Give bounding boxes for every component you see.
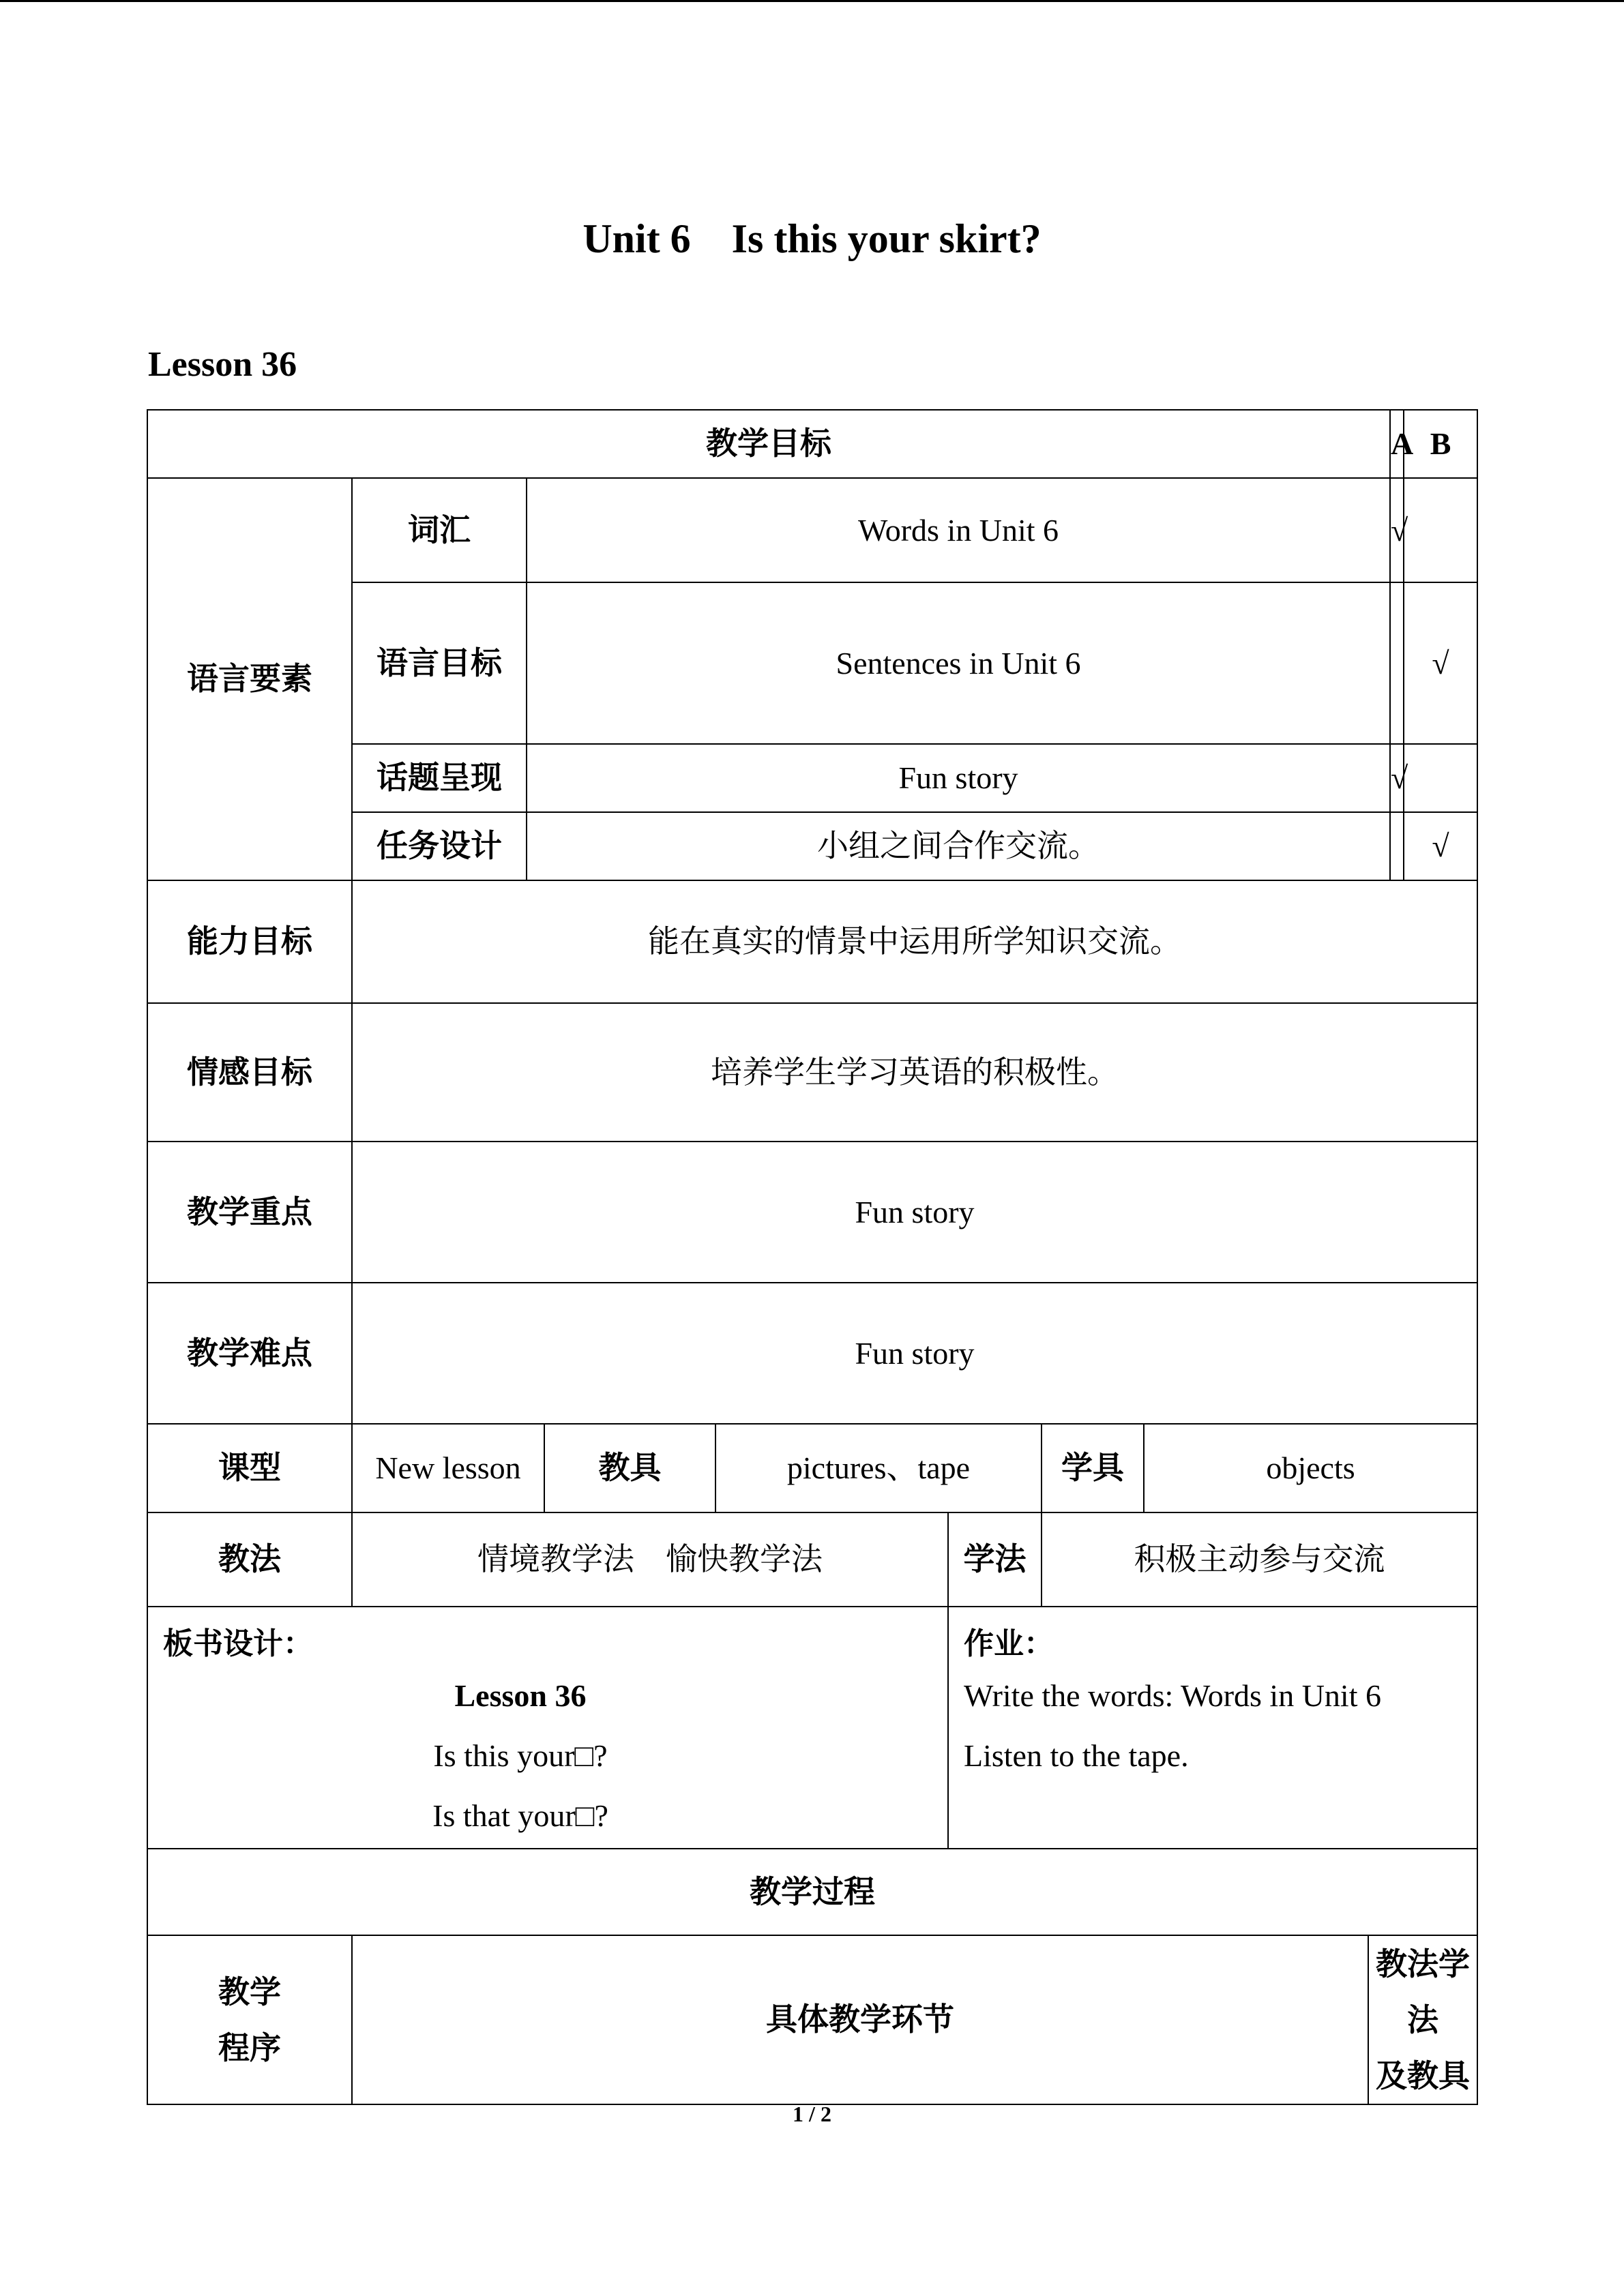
check-mark-a — [1390, 582, 1404, 744]
check-mark-b — [1404, 744, 1477, 812]
goal-label: 能力目标 — [147, 880, 352, 1003]
objectives-header-row — [147, 410, 1477, 478]
methods-row — [147, 1512, 1477, 1607]
check-mark-b — [1404, 478, 1477, 582]
goal-content: 能在真实的情景中运用所学知识交流。 — [352, 880, 1477, 1003]
goal-label: 情感目标 — [147, 1003, 352, 1142]
homework-line: Listen to the tape. — [964, 1738, 1189, 1773]
objective-content: Words in Unit 6 — [527, 478, 1390, 582]
column-b-header: B — [1404, 410, 1477, 478]
goal-row-emotion — [147, 1003, 1477, 1142]
objective-content: Fun story — [527, 744, 1390, 812]
goal-row-ability — [147, 880, 1477, 1003]
homework-cell — [948, 1607, 1477, 1849]
teaching-method-label: 教法 — [147, 1512, 352, 1607]
process-step-header-line: 教学 — [218, 1973, 281, 2010]
teaching-aids-label: 教具 — [544, 1424, 715, 1512]
check-mark-a — [1390, 812, 1404, 880]
column-a-header: A — [1390, 410, 1404, 478]
course-info-row — [147, 1424, 1477, 1512]
process-title-row — [147, 1849, 1477, 1935]
goal-content: 培养学生学习英语的积极性。 — [352, 1003, 1477, 1142]
teaching-method-value: 情境教学法 愉快教学法 — [352, 1512, 948, 1607]
process-step-header — [147, 1935, 352, 2104]
document-title: Unit 6 Is this your skirt? — [582, 216, 1042, 261]
homework-line: Write the words: Words in Unit 6 — [964, 1678, 1381, 1713]
objective-content: Sentences in Unit 6 — [527, 582, 1390, 744]
goal-label: 教学难点 — [147, 1283, 352, 1424]
board-design-label: 板书设计： — [163, 1626, 313, 1661]
goal-row-difficulty — [147, 1283, 1477, 1424]
learning-aids-value: objects — [1144, 1424, 1477, 1512]
objective-label: 话题呈现 — [352, 744, 527, 812]
check-mark-a: √ — [1390, 478, 1404, 582]
objective-content: 小组之间合作交流。 — [527, 812, 1390, 880]
board-design-lines — [148, 1666, 947, 1846]
process-title: 教学过程 — [147, 1849, 1477, 1935]
objective-row-vocabulary — [147, 478, 1477, 582]
check-mark-a: √ — [1390, 744, 1404, 812]
page-indicator: 1 / 2 — [793, 2102, 831, 2126]
homework-lines — [949, 1666, 1477, 1786]
teaching-aids-value: pictures、tape — [715, 1424, 1042, 1512]
learning-aids-label: 学具 — [1042, 1424, 1144, 1512]
goal-content: Fun story — [352, 1142, 1477, 1283]
homework-label: 作业： — [964, 1626, 1054, 1661]
objective-label: 语言目标 — [352, 582, 527, 744]
language-elements-label: 语言要素 — [147, 478, 352, 880]
lesson-heading: Lesson 36 — [148, 345, 297, 384]
process-step-header-line: 程序 — [218, 2029, 281, 2066]
board-line: Is that your□? — [432, 1798, 608, 1833]
goal-label: 教学重点 — [147, 1142, 352, 1283]
check-mark-b: √ — [1404, 582, 1477, 744]
course-type-label: 课型 — [147, 1424, 352, 1512]
course-type-value: New lesson — [352, 1424, 544, 1512]
process-header-row — [147, 1935, 1477, 2104]
board-homework-row — [147, 1607, 1477, 1849]
process-content-header: 具体教学环节 — [352, 1935, 1368, 2104]
process-method-header-line: 及教具 — [1376, 2057, 1471, 2094]
objective-label: 任务设计 — [352, 812, 527, 880]
objective-label: 词汇 — [352, 478, 527, 582]
board-line: Is this your□? — [433, 1738, 608, 1773]
objectives-header-label: 教学目标 — [147, 410, 1390, 478]
process-method-header-line: 教法学法 — [1376, 1945, 1471, 2038]
process-method-header — [1368, 1935, 1477, 2104]
learning-method-label: 学法 — [948, 1512, 1042, 1607]
board-line: Lesson 36 — [454, 1678, 587, 1713]
check-mark-b: √ — [1404, 812, 1477, 880]
learning-method-value: 积极主动参与交流 — [1042, 1512, 1477, 1607]
board-design-cell — [147, 1607, 948, 1849]
goal-content: Fun story — [352, 1283, 1477, 1424]
goal-row-key-point — [147, 1142, 1477, 1283]
lesson-plan-table — [147, 409, 1478, 2105]
top-border-line — [0, 0, 1624, 2]
